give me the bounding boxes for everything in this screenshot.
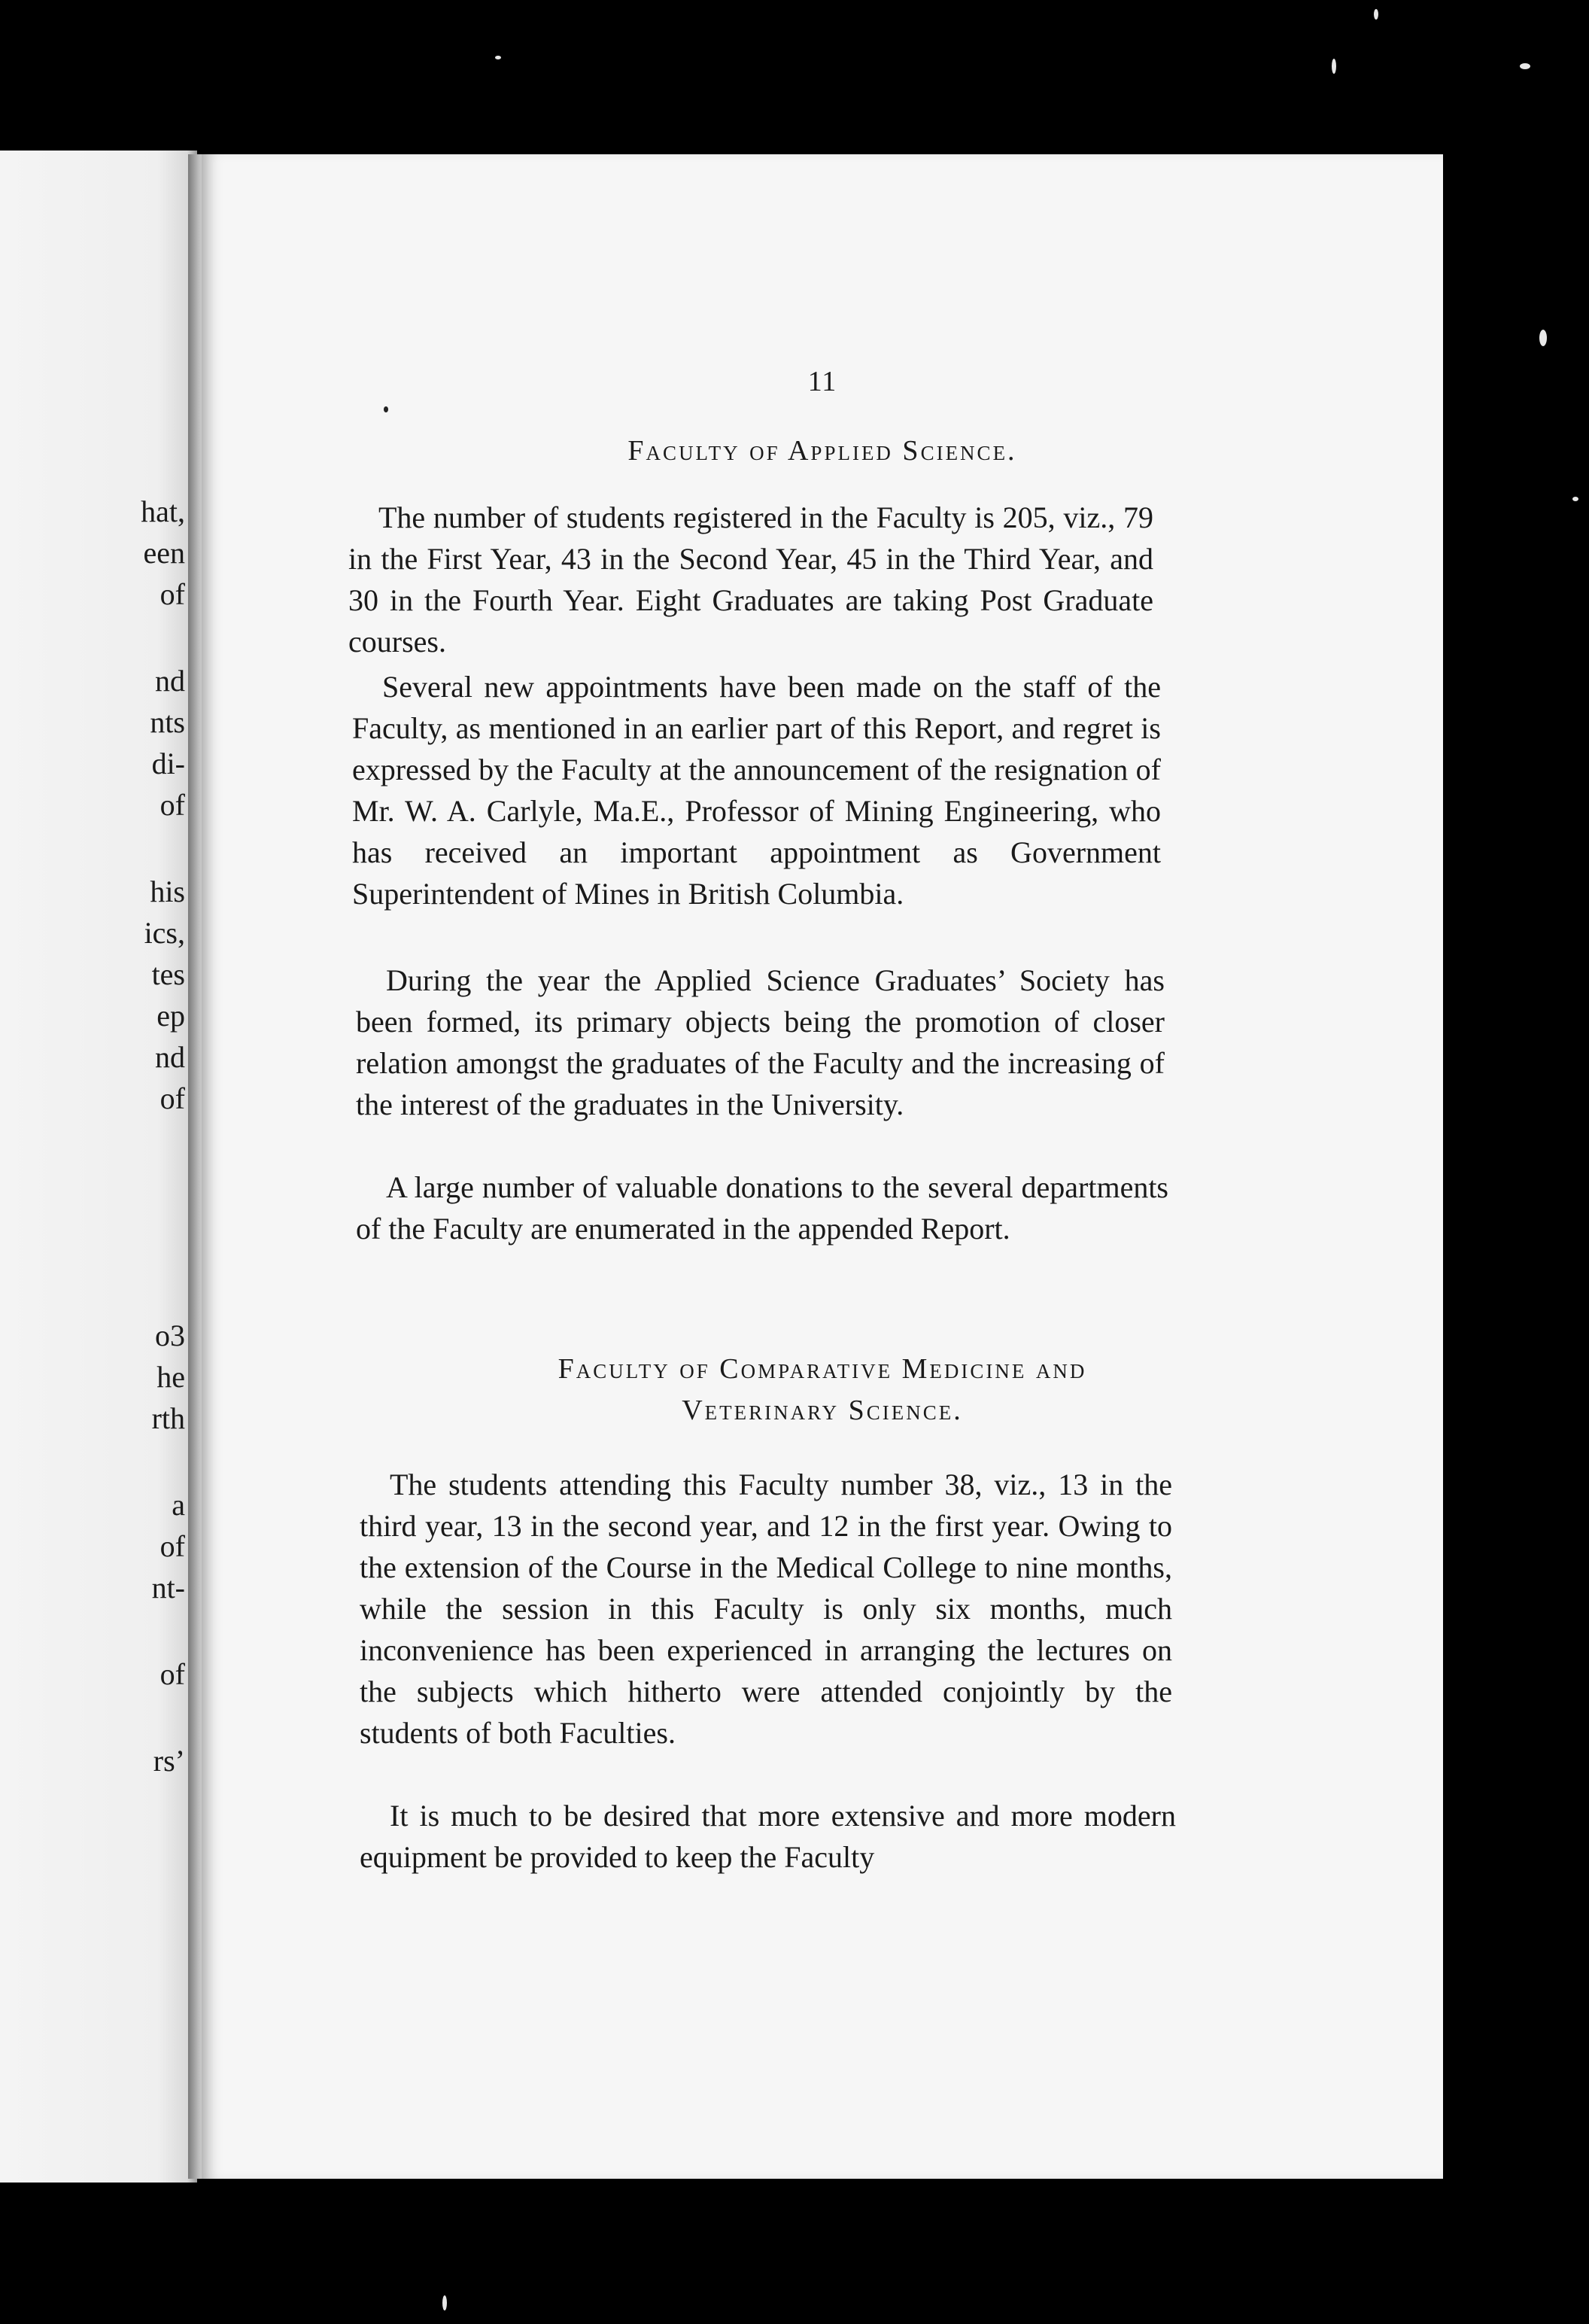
paragraph-veterinary-equipment: It is much to be desired that more extensive and more modern equipment be provided to keep the Faculty	[360, 1799, 1176, 1874]
left-fragment: his	[150, 875, 185, 908]
paragraph-applied-science-students: The number of students registered in the Faculty is 205, viz., 79 in the First Year, 43 in the Second Year, 45 in the Third Year, and 30 in the Fourth Year. Eight Graduates are taking Post Graduate courses.	[348, 500, 1153, 659]
left-fragment: nd	[155, 1040, 185, 1074]
left-fragment: nd	[155, 664, 185, 698]
section-heading-veterinary-line-1: Faculty of Comparative Medicine and	[558, 1353, 1087, 1385]
left-fragment: nt-	[151, 1571, 185, 1605]
scan-speck	[442, 2295, 447, 2310]
left-fragment: hat,	[141, 494, 185, 528]
left-fragment: o3	[155, 1319, 185, 1352]
scan-speck	[384, 406, 388, 412]
scan-speck	[495, 56, 501, 59]
right-page	[202, 154, 1443, 2179]
left-fragment: rth	[151, 1401, 185, 1435]
left-fragment: he	[156, 1360, 185, 1394]
paragraph-veterinary-students: The students attending this Faculty number 38, viz., 13 in the third year, 13 in the second year, and 12 in the first year. Owing to the extension of the Course in the Medical College to nine months, while the session in this Faculty is only six months, much inconvenience has been experienced in arranging the lectures on the subjects which hitherto were attended conjointly by the students of both Faculties.	[360, 1468, 1172, 1750]
left-fragment: tes	[151, 957, 185, 991]
left-fragment: een	[143, 536, 185, 570]
scan-speck	[1572, 497, 1578, 501]
left-fragment: di-	[151, 747, 185, 780]
paragraph-applied-science-appointments: Several new appointments have been made on the staff of the Faculty, as mentioned in an earlier part of this Report, and regret is expressed by the Faculty at the announcement of the resignation of Mr. W. A. Carlyle, Ma.E., Professor of Mining Engineering, who has received an important appointment as Government Superintendent of Mines in British Columbia.	[352, 670, 1161, 911]
scan-speck	[1332, 59, 1336, 74]
scan-speck	[1374, 9, 1378, 20]
left-fragment: of	[160, 1657, 185, 1691]
paragraph-applied-science-society: During the year the Applied Science Graduates’ Society has been formed, its primary objects being the promotion of closer relation amongst the graduates of the Faculty and the increasing of the interest of the graduates in the University.	[356, 963, 1165, 1121]
scan-speck	[1520, 63, 1530, 69]
left-fragment: a	[172, 1488, 185, 1522]
paragraph-applied-science-donations: A large number of valuable donations to the several departments of the Faculty are enumerated in the appended Report.	[356, 1170, 1168, 1246]
left-fragment: of	[160, 1529, 185, 1563]
section-heading-applied-science: Faculty of Applied Science.	[627, 435, 1017, 467]
left-fragment: ep	[156, 999, 185, 1033]
left-fragment: of	[160, 788, 185, 822]
section-heading-veterinary-line-2: Veterinary Science.	[682, 1395, 963, 1426]
left-fragment: ics,	[144, 916, 185, 950]
left-facing-page	[0, 151, 197, 2183]
left-fragment: nts	[150, 705, 185, 739]
left-fragment: of	[160, 1081, 185, 1115]
scan-speck	[1539, 330, 1547, 346]
page-number: 11	[807, 366, 837, 397]
left-fragment: rs’	[153, 1744, 185, 1778]
left-fragment: of	[160, 577, 185, 611]
